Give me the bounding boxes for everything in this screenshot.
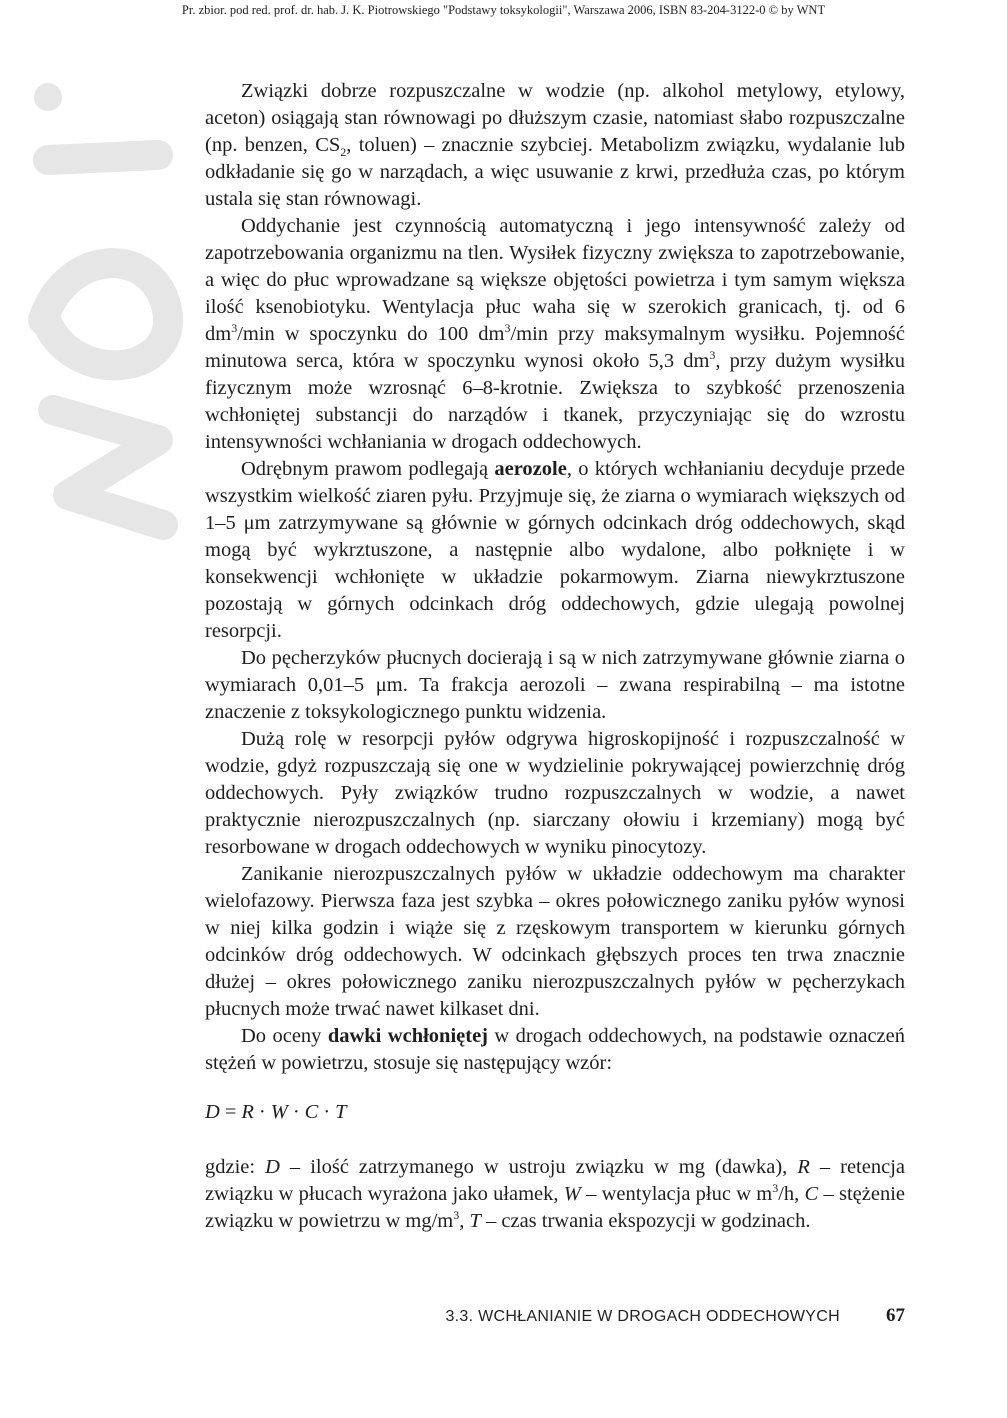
formula-dot-1: · xyxy=(258,1101,266,1123)
paragraph-1: Związki dobrze rozpuszczalne w wodzie (np. alkohol metylowy, etylowy, aceton) osiągają stan równowagi po dłuższym czasie, natomiast słabo rozpuszczalne (np. benzen, $CS_2$, toluen) – znacznie szybciej. Metabolizm związku, wydalanie lub odkładanie się go w narządach, a więc usuwanie z krwi, przedłuża czas, po którym ustala się stan równowagi. xyxy=(205,80,905,210)
paragraph-2: Oddychanie jest czynnością automatyczną i jego intensywność zależy od zapotrzebowania organizmu na tlen. Wysiłek fizyczny zwiększa to zapotrzebowanie, a więc do płuc wprowadzane są większe objętości powietrza i tym samym większa ilość ksenobiotyku. Wentylacja płuc waha się w szerokich granicach, tj. od 6 $dm^3/\min$ w spoczynku do 100 $dm^3/\min$ przy maksymalnym wysiłku. Pojemność minutowa serca, która w spoczynku wynosi około 5,3 $dm^3$, przy dużym wysiłku fizycznym może wzrosnąć 6–8-krotnie. Zwiększa to szybkość przenoszenia wchłoniętej substancji do narządów i tkanek, przyczyniając się do wzrostu intensywności wchłaniania w drogach oddechowych. xyxy=(205,215,905,453)
formula-w: W xyxy=(270,1101,288,1123)
definitions-text: gdzie: D – ilość zatrzymanego w ustroju związku w mg (dawka), R – retencja związku w płucach wyrażona jako ułamek, W – wentylacja płuc w $m^3/h$, C – stężenie związku w powietrzu w $mg/m^3$, T – czas trwania ekspozycji w godzinach. xyxy=(205,1156,906,1232)
paragraph-6: Zanikanie nierozpuszczalnych pyłów w układzie oddechowym ma charakter wielofazowy. Pierwsza faza jest szybka – okres połowicznego zaniku pyłów wynosi w niej kilka godzin i wiąże się z rzęskowym transportem w kierunku górnych odcinków dróg oddechowych. W odcinkach głębszych proces ten trwa znacznie dłużej – okres połowicznego zaniku nierozpuszczalnych pyłów w pęcherzykach płucnych może trwać nawet kilkaset dni. xyxy=(205,863,905,1020)
dose-formula xyxy=(205,1101,347,1124)
page-footer xyxy=(205,1305,905,1327)
running-header: Pr. zbior. pod red. prof. dr. hab. J. K. Piotrowskiego "Podstawy toksykologii", Warszawa 2006, ISBN 83-204-3122-0 © by WNT xyxy=(181,3,826,17)
formula-t: T xyxy=(335,1101,347,1123)
page-number: 67 xyxy=(886,1305,905,1326)
paragraph-3: Odrębnym prawom podlegają aerozole, o których wchłanianiu decyduje przede wszystkim wielkość ziaren pyłu. Przyjmuje się, że ziarna o wymiarach większych od 1–5 μm zatrzymywane są głównie w górnych odcinkach dróg oddechowych, skąd mogą być wykrztuszone, a następnie albo wydalone, albo połknięte i w konsekwencji wchłonięte w układzie pokarmowym. Ziarna niewykrztuszone pozostają w górnych odcinkach dróg oddechowych, gdzie ulegają powolnej resorpcji. xyxy=(205,458,905,642)
paragraph-4: Do pęcherzyków płucnych docierają i są w nich zatrzymywane głównie ziarna o wymiarach 0,01–5 μm. Ta frakcja aerozoli – zwana respirabilną – ma istotne znaczenie z toksykologicznego punktu widzenia. xyxy=(205,647,905,723)
body-text xyxy=(205,78,905,1077)
formula-r: R xyxy=(241,1101,254,1123)
chapter-title: 3.3. WCHŁANIANIE W DROGACH ODDECHOWYCH xyxy=(445,1308,840,1325)
paragraph-5: Dużą rolę w resorpcji pyłów odgrywa higroskopijność i rozpuszczalność w wodzie, gdyż rozpuszczają się one w wydzielinie pokrywającej powierzchnię dróg oddechowych. Pyły związków trudno rozpuszczalnych w wodzie, a nawet praktycznie nierozpuszczalnych (np. siarczany ołowiu i krzemiany) mogą być resorbowane w drogach oddechowych w wyniku pinocytozy. xyxy=(205,728,905,858)
formula-c: C xyxy=(304,1101,319,1123)
formula-dot-2: · xyxy=(292,1101,300,1123)
formula-equals: = xyxy=(224,1101,237,1123)
formula-dot-3: · xyxy=(323,1101,331,1123)
watermark-logo xyxy=(8,75,183,645)
formula-d: D xyxy=(205,1101,220,1123)
paragraph-7: Do oceny dawki wchłoniętej w drogach oddechowych, na podstawie oznaczeń stężeń w powietrzu, stosuje się następujący wzór: xyxy=(205,1025,905,1074)
formula-definitions xyxy=(205,1154,905,1235)
